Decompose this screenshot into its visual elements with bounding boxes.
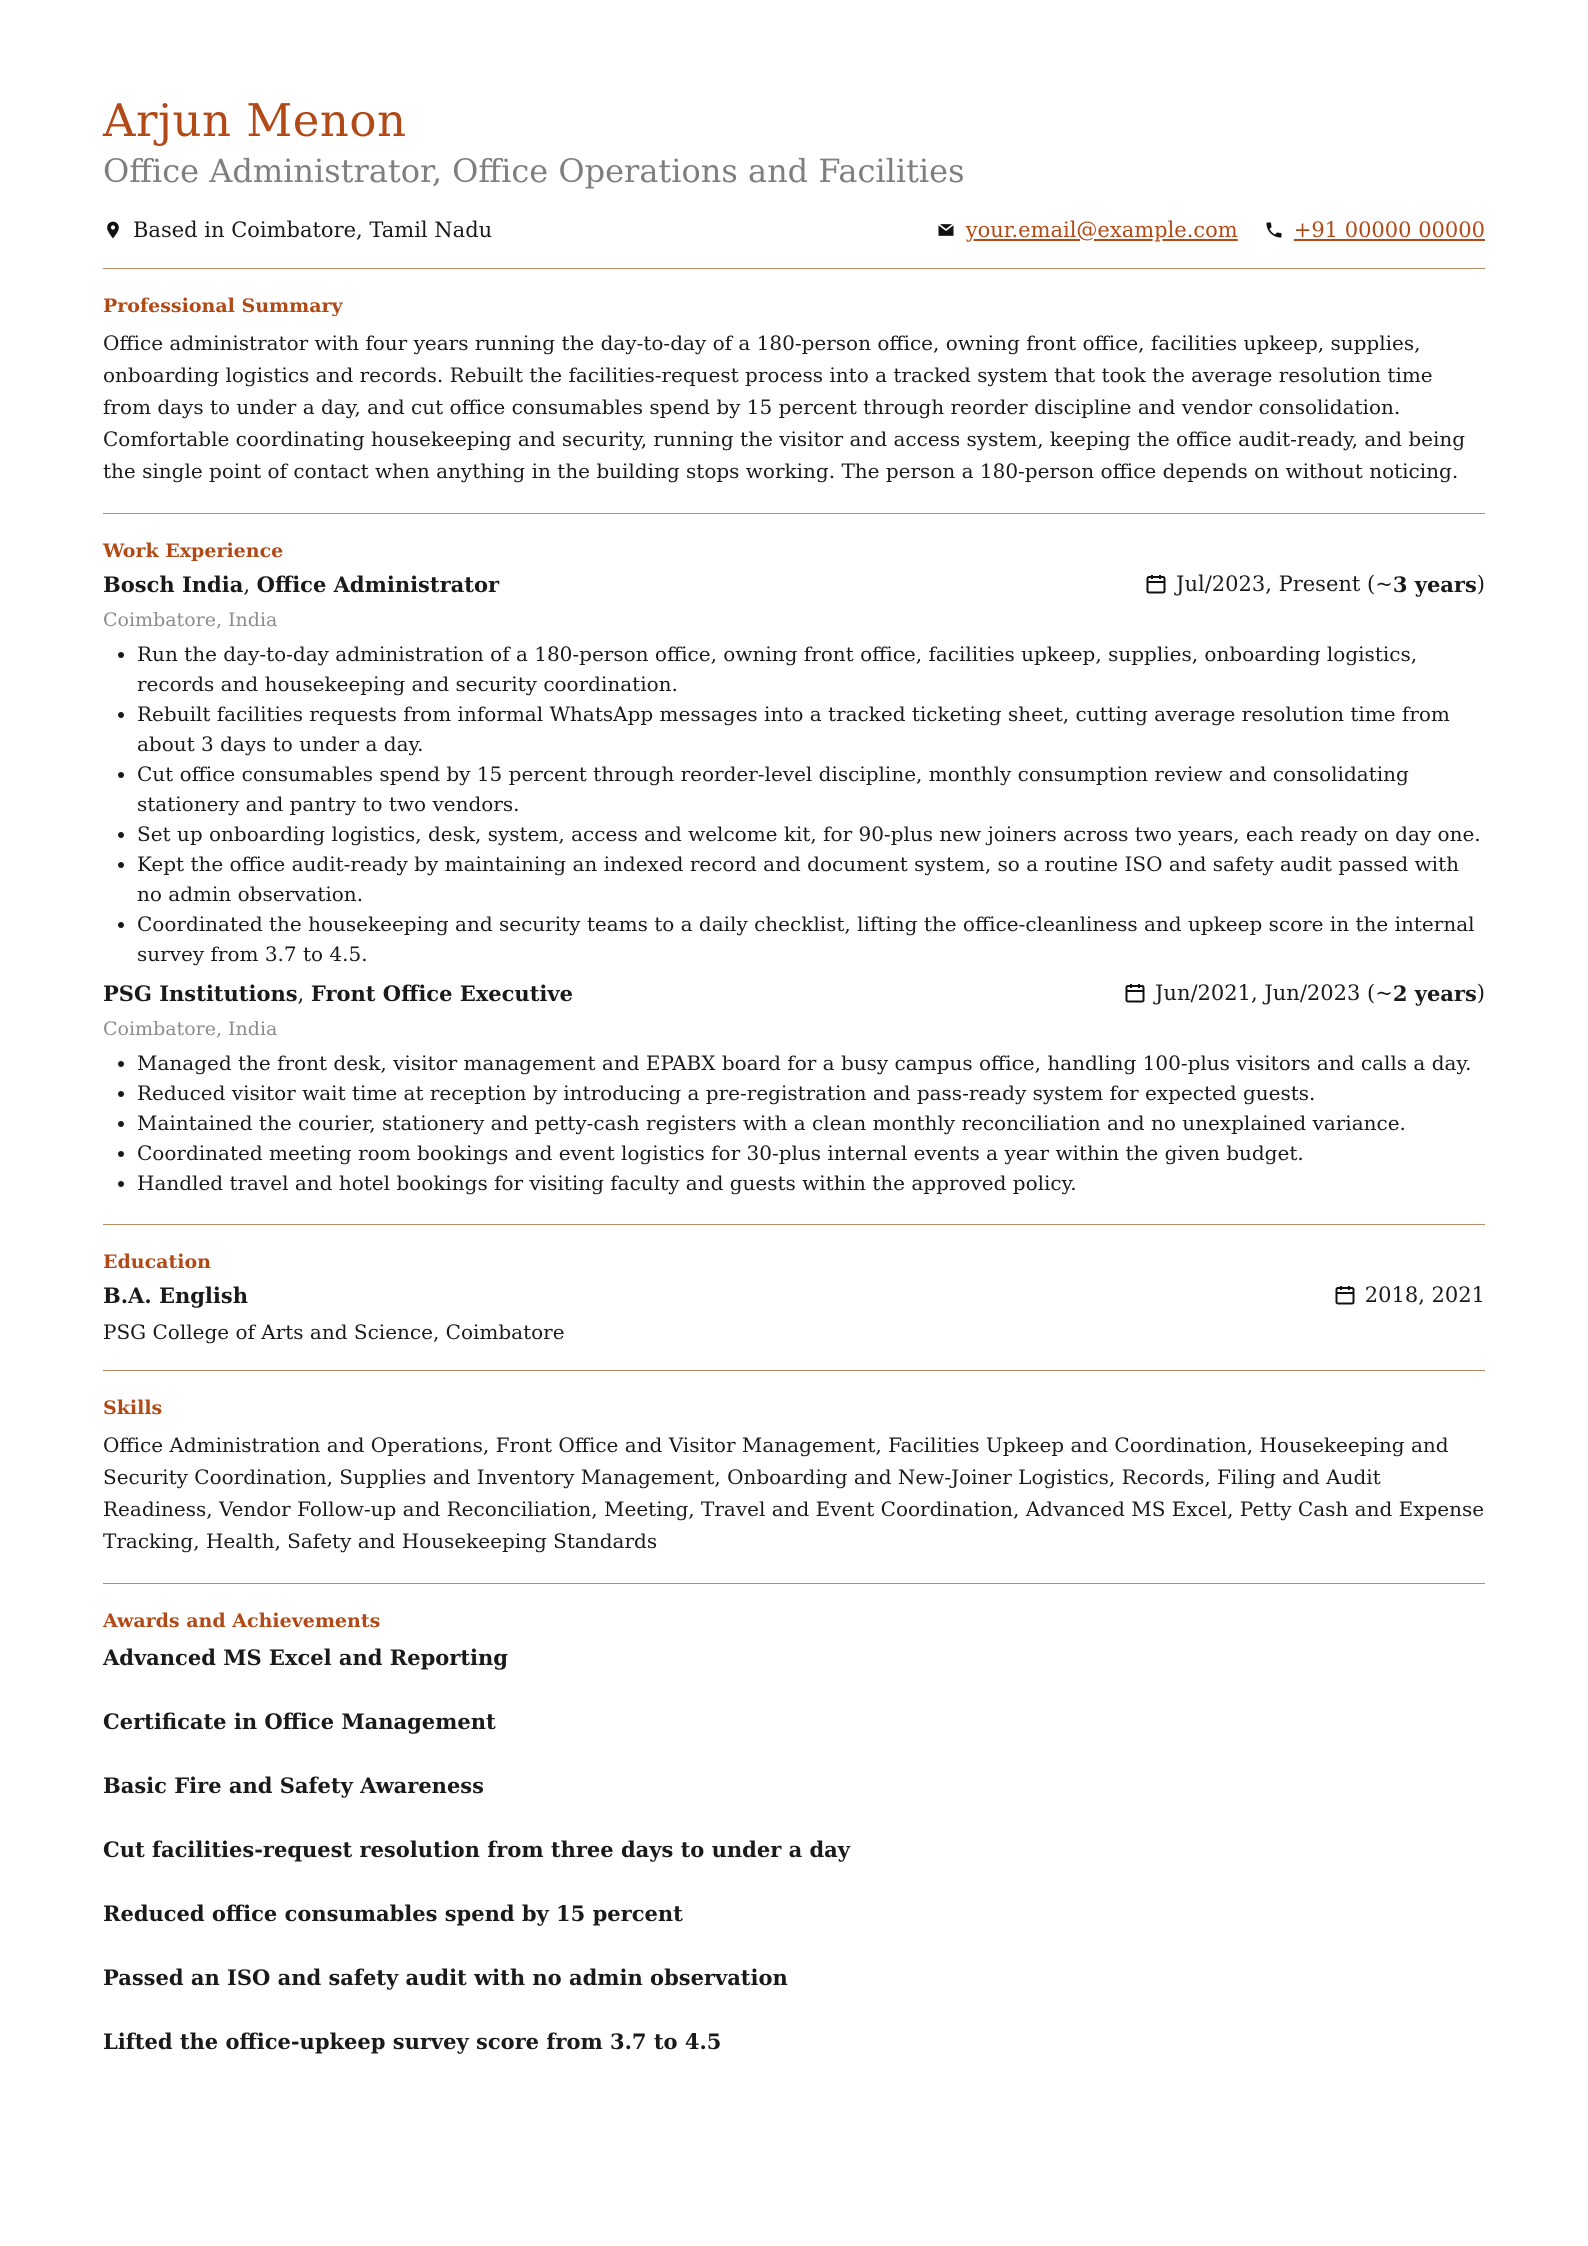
job-date-close: ) bbox=[1476, 981, 1485, 1006]
job-bullet: • Cut office consumables spend by 15 percent through reorder-level discipline, monthly consumption review and consolidating stationery and pantry to two vendors. bbox=[137, 759, 1485, 819]
calendar-icon bbox=[1144, 572, 1168, 596]
job-bullet: • Reduced visitor wait time at reception by introducing a pre-registration and pass-ready system for expected guests. bbox=[137, 1078, 1485, 1108]
experience-heading: Work Experience bbox=[103, 539, 284, 562]
job-date-range: Jul/2023, Present (~ bbox=[1176, 572, 1393, 597]
job-title-line: Bosch India, Office Administrator bbox=[103, 571, 500, 597]
job-location: Coimbatore, India bbox=[103, 608, 278, 631]
job-bullet: • Managed the front desk, visitor management and EPABX board for a busy campus office, handling 100-plus visitors and calls a day. bbox=[137, 1048, 1485, 1078]
job-bullets bbox=[103, 1048, 1485, 1198]
education-heading: Education bbox=[103, 1250, 211, 1273]
candidate-title: Office Administrator, Office Operations and Facilities bbox=[103, 151, 965, 190]
job-header bbox=[103, 572, 1485, 597]
job-bullet: • Kept the office audit-ready by maintaining an indexed record and document system, so a routine ISO and safety audit passed with no admin observation. bbox=[137, 849, 1485, 909]
awards-heading: Awards and Achievements bbox=[103, 1609, 381, 1632]
skills-heading: Skills bbox=[103, 1396, 163, 1419]
award-item: Lifted the office-upkeep survey score from 3.7 to 4.5 bbox=[103, 2028, 722, 2054]
contact-email bbox=[936, 218, 1238, 242]
location-text: Based in Coimbatore, Tamil Nadu bbox=[133, 217, 493, 242]
job-dates bbox=[1123, 981, 1485, 1006]
email-link[interactable]: your.email@example.com bbox=[965, 217, 1238, 242]
award-item: Advanced MS Excel and Reporting bbox=[103, 1644, 508, 1670]
education-section bbox=[103, 1225, 1485, 1370]
job-role: Front Office Executive bbox=[310, 980, 573, 1006]
job-date-range: Jun/2021, Jun/2023 (~ bbox=[1155, 981, 1393, 1006]
phone-icon bbox=[1264, 220, 1284, 240]
job-entry bbox=[103, 572, 1485, 969]
calendar-icon bbox=[1333, 1283, 1357, 1307]
job-company: PSG Institutions bbox=[103, 980, 298, 1006]
education-school: PSG College of Arts and Science, Coimbatore bbox=[103, 1319, 565, 1344]
summary-text: Office administrator with four years running the day-to-day of a 180-person office, owning front office, facilities upkeep, supplies, onboarding logistics and records. Rebuilt the facilities-request process into a tracked system that took the average resolution time from days to under a day, and cut office consumables spend by 15 percent through reorder discipline and vendor consolidation. Comfortable coordinating housekeeping and security, running the visitor and access system, keeping the office audit-ready, and being the single point of contact when anything in the building stops working. The person a 180-person office depends on without noticing. bbox=[103, 330, 1466, 483]
skills-section bbox=[103, 1371, 1485, 1583]
contact-phone bbox=[1264, 218, 1485, 242]
job-duration: 2 years bbox=[1392, 980, 1477, 1006]
summary-heading: Professional Summary bbox=[103, 294, 343, 317]
envelope-icon bbox=[936, 220, 956, 240]
phone-link[interactable]: +91 00000 00000 bbox=[1293, 217, 1485, 242]
education-header bbox=[103, 1283, 1485, 1308]
contact-links bbox=[936, 218, 1485, 242]
award-item: Basic Fire and Safety Awareness bbox=[103, 1772, 484, 1798]
education-degree: B.A. English bbox=[103, 1282, 248, 1308]
job-bullet: • Coordinated meeting room bookings and event logistics for 30-plus internal events a year within the given budget. bbox=[137, 1138, 1485, 1168]
award-item: Reduced office consumables spend by 15 percent bbox=[103, 1900, 683, 1926]
candidate-name: Arjun Menon bbox=[103, 94, 407, 147]
award-item: Passed an ISO and safety audit with no admin observation bbox=[103, 1964, 788, 1990]
contact-row bbox=[103, 218, 1485, 242]
job-title-line: PSG Institutions, Front Office Executive bbox=[103, 980, 573, 1006]
job-header bbox=[103, 981, 1485, 1006]
award-item: Certificate in Office Management bbox=[103, 1708, 496, 1734]
job-bullet: • Run the day-to-day administration of a 180-person office, owning front office, facilities upkeep, supplies, onboarding logistics, records and housekeeping and security coordination. bbox=[137, 639, 1485, 699]
calendar-icon bbox=[1123, 981, 1147, 1005]
summary-section bbox=[103, 269, 1485, 513]
job-bullet: • Set up onboarding logistics, desk, system, access and welcome kit, for 90-plus new joiners across two years, each ready on day one. bbox=[137, 819, 1485, 849]
job-role: Office Administrator bbox=[256, 571, 500, 597]
job-bullets bbox=[103, 639, 1485, 969]
job-location: Coimbatore, India bbox=[103, 1017, 278, 1040]
awards-section bbox=[103, 1584, 1485, 2116]
job-dates bbox=[1144, 572, 1485, 597]
award-item: Cut facilities-request resolution from three days to under a day bbox=[103, 1836, 850, 1862]
contact-location bbox=[103, 218, 492, 242]
awards-list bbox=[103, 1642, 1485, 2090]
experience-section bbox=[103, 514, 1485, 1224]
skills-text: Office Administration and Operations, Front Office and Visitor Management, Facilities Upkeep and Coordination, Housekeeping and Security Coordination, Supplies and Inventory Management, Onboarding and New-Joiner Logistics, Records, Filing and Audit Readiness, Vendor Follow-up and Reconciliation, Meeting, Travel and Event Coordination, Advanced MS Excel, Petty Cash and Expense Tracking, Health, Safety and Housekeeping Standards bbox=[103, 1432, 1485, 1553]
map-pin-icon bbox=[103, 220, 123, 240]
job-bullet: • Maintained the courier, stationery and petty-cash registers with a clean monthly reconciliation and no unexplained variance. bbox=[137, 1108, 1485, 1138]
job-entry bbox=[103, 981, 1485, 1198]
job-bullet: • Coordinated the housekeeping and security teams to a daily checklist, lifting the office-cleanliness and upkeep score in the internal survey from 3.7 to 4.5. bbox=[137, 909, 1485, 969]
job-date-close: ) bbox=[1476, 572, 1485, 597]
job-duration: 3 years bbox=[1392, 571, 1477, 597]
job-bullet: • Handled travel and hotel bookings for visiting faculty and guests within the approved policy. bbox=[137, 1168, 1485, 1198]
education-date-range: 2018, 2021 bbox=[1364, 1283, 1485, 1308]
job-company: Bosch India bbox=[103, 571, 244, 597]
job-bullet: • Rebuilt facilities requests from informal WhatsApp messages into a tracked ticketing sheet, cutting average resolution time from about 3 days to under a day. bbox=[137, 699, 1485, 759]
education-dates bbox=[1333, 1283, 1485, 1307]
